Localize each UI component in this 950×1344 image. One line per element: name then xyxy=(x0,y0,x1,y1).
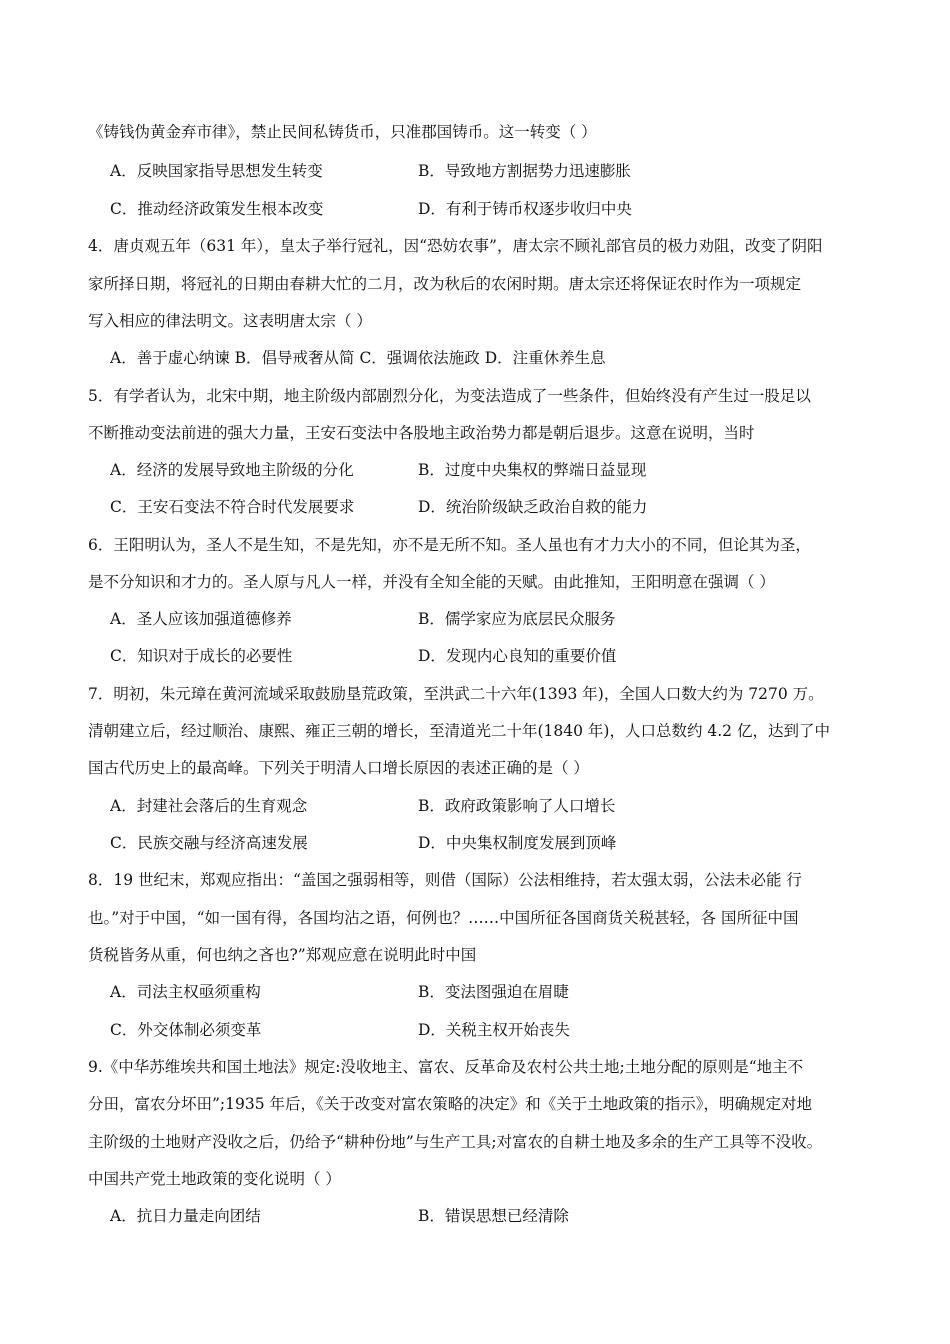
question-3-option-d: D．有利于铸币权逐步收归中央 xyxy=(418,200,632,218)
question-9-option-b: B．错误思想已经清除 xyxy=(418,1207,569,1225)
question-8-option-a: A．司法主权亟须重构 xyxy=(110,983,261,1001)
question-5-option-d: D．统治阶级缺乏政治自救的能力 xyxy=(418,498,648,516)
question-8-option-b: B．变法图强迫在眉睫 xyxy=(418,983,569,1001)
question-9-line-1: 9.《中华苏维埃共和国土地法》规定:没收地主、富农、反革命及农村公共土地;土地分配的原则是“地主不 xyxy=(88,1058,804,1076)
question-6-option-a: A．圣人应该加强道德修养 xyxy=(110,610,292,628)
question-7-option-c: C．民族交融与经济高速发展 xyxy=(110,834,308,852)
question-7-option-b: B．政府政策影响了人口增长 xyxy=(418,797,616,815)
question-9-line-3: 主阶级的土地财产没收之后，仍给予“耕种份地”与生产工具;对富农的自耕土地及多余的生产工具等不没收。 xyxy=(88,1133,823,1151)
question-8-option-d: D．关税主权开始丧失 xyxy=(418,1021,570,1039)
question-4-line-1: 4．唐贞观五年（631 年），皇太子举行冠礼，因“恐妨农事”，唐太宗不顾礼部官员的极力劝阻，改变了阴阳 xyxy=(88,237,823,255)
question-3-text: 《铸钱伪黄金弃市律》，禁止民间私铸货币，只准郡国铸币。这一转变（ ） xyxy=(88,123,597,141)
question-5-option-c: C．王安石变法不符合时代发展要求 xyxy=(110,498,355,516)
question-5-line-2: 不断推动变法前进的强大力量，王安石变法中各股地主政治势力都是朝后退步。这意在说明，当时 xyxy=(88,424,755,442)
question-4-line-3: 写入相应的律法明文。这表明唐太宗（ ） xyxy=(88,312,372,330)
question-8-option-c: C．外交体制必须变革 xyxy=(110,1021,262,1039)
question-3-option-a: A．反映国家指导思想发生转变 xyxy=(110,162,323,180)
question-9-line-2: 分田，富农分坏田”;1935 年后，《关于改变对富农策略的决定》和《关于土地政策的指示》，明确规定对地 xyxy=(88,1095,813,1113)
question-5-option-a: A．经济的发展导致地主阶级的分化 xyxy=(110,461,354,479)
question-6-line-2: 是不分知识和才力的。圣人原与凡人一样，并没有全知全能的天赋。由此推知，王阳明意在强调（ ） xyxy=(88,573,775,591)
question-9-option-a: A．抗日力量走向团结 xyxy=(110,1207,261,1225)
question-7-line-1: 7．明初，朱元璋在黄河流域采取鼓励垦荒政策，至洪武二十六年(1393 年)，全国人口数大约为 7270 万。 xyxy=(88,685,824,703)
question-6-option-d: D．发现内心良知的重要价值 xyxy=(418,647,617,665)
question-8-line-2: 也。”对于中国，“如一国有得，各国均沾之语，何例也？……中国所征各国商货关税甚轻，各 国所征中国 xyxy=(88,909,799,927)
question-4-options: A．善于虚心纳谏 B．倡导戒奢从简 C．强调依法施政 D．注重休养生息 xyxy=(110,349,606,367)
question-5-option-b: B．过度中央集权的弊端日益显现 xyxy=(418,461,647,479)
question-8-line-3: 货税皆务从重，何也纳之吝也?”郑观应意在说明此时中国 xyxy=(88,946,477,964)
question-7-option-d: D．中央集权制度发展到顶峰 xyxy=(418,834,617,852)
question-5-line-1: 5．有学者认为，北宋中期，地主阶级内部剧烈分化，为变法造成了一些条件，但始终没有产生过一股足以 xyxy=(88,387,811,405)
question-8-line-1: 8．19 世纪末，郑观应指出：“盖国之强弱相等，则借（国际）公法相维持，若太强太弱，公法未必能 行 xyxy=(88,871,802,889)
question-4-line-2: 家所择日期，将冠礼的日期由春耕大忙的二月，改为秋后的农闲时期。唐太宗还将保证农时作为一项规定 xyxy=(88,275,802,293)
question-6-option-b: B．儒学家应为底层民众服务 xyxy=(418,610,616,628)
question-7-option-a: A．封建社会落后的生育观念 xyxy=(110,797,308,815)
question-6-option-c: C．知识对于成长的必要性 xyxy=(110,647,293,665)
question-6-line-1: 6．王阳明认为，圣人不是生知，不是先知，亦不是无所不知。圣人虽也有才力大小的不同，但论其为圣， xyxy=(88,536,811,554)
question-3-option-c: C．推动经济政策发生根本改变 xyxy=(110,200,324,218)
question-7-line-3: 国古代历史上的最高峰。下列关于明清人口增长原因的表述正确的是（ ） xyxy=(88,759,589,777)
question-7-line-2: 清朝建立后，经过顺治、康熙、雍正三朝的增长，至清道光二十年(1840 年)，人口总数约 4.2 亿，达到了中 xyxy=(88,722,830,740)
question-3-option-b: B．导致地方割据势力迅速膨胀 xyxy=(418,162,631,180)
question-9-line-4: 中国共产党土地政策的变化说明（ ） xyxy=(88,1170,341,1188)
